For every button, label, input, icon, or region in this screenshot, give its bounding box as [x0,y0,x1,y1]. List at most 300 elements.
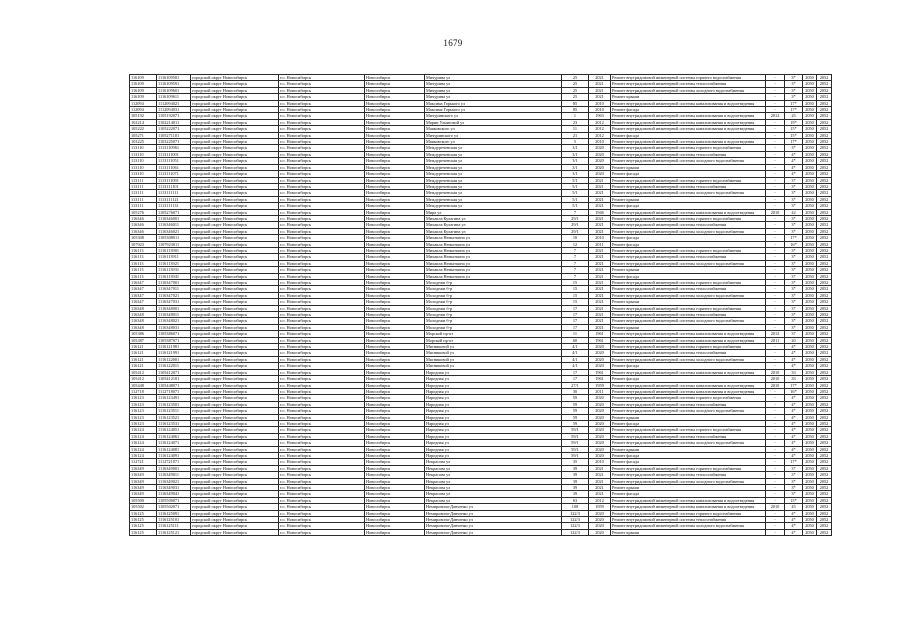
prev-repair-cell: - [766,427,785,433]
year-cell: 2021 [589,177,611,183]
city-cell: г.о. Новосибирск [279,132,365,138]
period-start-cell: 2050 [803,280,817,286]
period-end-cell: 2052 [817,472,832,478]
house-id-cell: 113110 [130,158,157,164]
amount-cell: 4* [785,401,803,407]
work-type-cell: Ремонт крыши [611,446,766,452]
prev-repair-cell: - [766,420,785,426]
district-cell: городской округ Новосибирск [191,459,279,465]
house-number-cell: 7 [562,209,589,215]
street-cell: Народная ул [425,369,562,375]
amount-cell: 3* [785,491,803,497]
house-id-cell: 105500 [130,497,157,503]
period-end-cell: 2052 [817,529,832,535]
city-cell: г.о. Новосибирск [279,158,365,164]
work-type-cell: Ремонт фасада [611,241,766,247]
work-code-cell: 1103225071 [157,139,191,145]
city-cell: г.о. Новосибирск [279,472,365,478]
period-end-cell: 2052 [817,504,832,510]
year-cell: 2020 [589,408,611,414]
city-cell: г.о. Новосибирск [279,312,365,318]
period-start-cell: 2050 [803,485,817,491]
period-end-cell: 2052 [817,209,832,215]
work-type-cell: Ремонт крыши [611,299,766,305]
settlement-cell: Новосибирск [365,228,425,234]
work-type-cell: Ремонт крыши [611,414,766,420]
house-number-cell: 3/1 [562,158,589,164]
year-cell: 1959 [589,504,611,510]
amount-cell: 3* [785,312,803,318]
work-type-cell: Ремонт внутридомовой инженерной системы канализования и водоотведения [611,139,766,145]
period-start-cell: 2050 [803,164,817,170]
house-id-cell: 116124 [130,440,157,446]
house-number-cell: 21 [562,132,589,138]
work-code-cell: 1116346001 [157,215,191,221]
house-number-cell: 5/1 [562,196,589,202]
prev-repair-cell: - [766,318,785,324]
district-cell: городской округ Новосибирск [191,132,279,138]
prev-repair-cell: - [766,273,785,279]
district-cell: городской округ Новосибирск [191,215,279,221]
work-code-cell: 1105222071 [157,126,191,132]
district-cell: городской округ Новосибирск [191,151,279,157]
street-cell: Маяковского ул [425,126,562,132]
amount-cell: 15* [785,126,803,132]
district-cell: городской округ Новосибирск [191,510,279,516]
period-start-cell: 2050 [803,196,817,202]
settlement-cell: Новосибирск [365,344,425,350]
period-end-cell: 2052 [817,427,832,433]
period-start-cell: 2050 [803,318,817,324]
city-cell: г.о. Новосибирск [279,388,365,394]
year-cell: 2020 [589,420,611,426]
settlement-cell: Новосибирск [365,414,425,420]
house-number-cell: 12 [562,241,589,247]
settlement-cell: Новосибирск [365,427,425,433]
prev-repair-cell: - [766,158,785,164]
district-cell: городской округ Новосибирск [191,177,279,183]
year-cell: 2020 [589,151,611,157]
work-code-cell: 1116109601 [157,87,191,93]
settlement-cell: Новосибирск [365,119,425,125]
work-type-cell: Ремонт крыши [611,267,766,273]
district-cell: городской округ Новосибирск [191,356,279,362]
city-cell: г.о. Новосибирск [279,203,365,209]
period-start-cell: 2050 [803,324,817,330]
period-start-cell: 2050 [803,113,817,119]
work-type-cell: Ремонт фасада [611,235,766,241]
house-number-cell: 59 [562,414,589,420]
amount-cell: 17* [785,382,803,388]
house-id-cell: 116123 [130,395,157,401]
house-number-cell: 17 [562,318,589,324]
city-cell: г.о. Новосибирск [279,177,365,183]
house-number-cell: 122/3 [562,529,589,535]
period-start-cell: 2050 [803,446,817,452]
period-start-cell: 2050 [803,491,817,497]
house-id-cell: 116348 [130,305,157,311]
amount-cell: 4* [785,446,803,452]
prev-repair-cell: - [766,305,785,311]
amount-cell: 3* [785,286,803,292]
house-number-cell: 4/1 [562,344,589,350]
house-id-cell: 116349 [130,478,157,484]
amount-cell: 3* [785,81,803,87]
street-cell: Михаила Немыткина ул [425,254,562,260]
year-cell: 2021 [589,465,611,471]
street-cell: Некрасова ул [425,465,562,471]
house-id-cell: 113110 [130,164,157,170]
prev-repair-cell: 2010 [766,209,785,215]
work-type-cell: Ремонт внутридомовой инженерной системы горячего водоснабжения [611,427,766,433]
prev-repair-cell: - [766,452,785,458]
city-cell: г.о. Новосибирск [279,235,365,241]
period-start-cell: 2050 [803,228,817,234]
work-code-cell: 1113110961 [157,145,191,151]
house-number-cell: 17 [562,376,589,382]
district-cell: городской округ Новосибирск [191,139,279,145]
street-cell: Михаила Немыткина ул [425,235,562,241]
prev-repair-cell: - [766,292,785,298]
period-end-cell: 2052 [817,113,832,119]
city-cell: г.о. Новосибирск [279,139,365,145]
district-cell: городской округ Новосибирск [191,478,279,484]
city-cell: г.о. Новосибирск [279,190,365,196]
period-end-cell: 2052 [817,75,832,81]
prev-repair-cell: - [766,203,785,209]
house-number-cell: 7 [562,247,589,253]
year-cell: 2020 [589,158,611,164]
prev-repair-cell: - [766,510,785,516]
period-start-cell: 2050 [803,151,817,157]
city-cell: г.о. Новосибирск [279,81,365,87]
period-end-cell: 2052 [817,324,832,330]
year-cell: 2021 [589,203,611,209]
settlement-cell: Новосибирск [365,158,425,164]
district-cell: городской округ Новосибирск [191,337,279,343]
period-start-cell: 2050 [803,395,817,401]
amount-cell: 3* [785,472,803,478]
city-cell: г.о. Новосибирск [279,485,365,491]
street-cell: Мясниковой ул [425,363,562,369]
street-cell: Народная ул [425,427,562,433]
house-id-cell: 116348 [130,318,157,324]
district-cell: городской округ Новосибирск [191,350,279,356]
period-start-cell: 2050 [803,408,817,414]
district-cell: городской округ Новосибирск [191,324,279,330]
work-code-cell: 1116113941 [157,273,191,279]
work-code-cell: 1116348001 [157,305,191,311]
period-end-cell: 2052 [817,465,832,471]
period-end-cell: 2052 [817,376,832,382]
amount-cell: 4* [785,420,803,426]
work-code-cell: 1116349021 [157,478,191,484]
settlement-cell: Новосибирск [365,254,425,260]
district-cell: городской округ Новосибирск [191,75,279,81]
street-cell: Народная ул [425,446,562,452]
period-start-cell: 2050 [803,312,817,318]
house-number-cell: 108 [562,504,589,510]
work-code-cell: 1116113931 [157,267,191,273]
street-cell: Мичуринского ул [425,113,562,119]
settlement-cell: Новосибирск [365,81,425,87]
period-end-cell: 2052 [817,151,832,157]
house-number-cell: 1 [562,113,589,119]
year-cell: 2021 [589,280,611,286]
work-code-cell: 1116347001 [157,280,191,286]
year-cell: 2021 [589,81,611,87]
work-type-cell: Ремонт крыши [611,324,766,330]
period-start-cell: 2050 [803,369,817,375]
house-id-cell: 113111 [130,177,157,183]
street-cell: Немировича-Данченко ул [425,504,562,510]
prev-repair-cell: - [766,260,785,266]
house-id-cell: 105271 [130,132,157,138]
prev-repair-cell: - [766,119,785,125]
work-code-cell: 1116121991 [157,350,191,356]
year-cell: 2020 [589,356,611,362]
city-cell: г.о. Новосибирск [279,331,365,337]
year-cell: 2020 [589,350,611,356]
house-number-cell: 27/1 [562,382,589,388]
prev-repair-cell: - [766,81,785,87]
period-start-cell: 2050 [803,241,817,247]
amount-cell: 3* [785,196,803,202]
prev-repair-cell: - [766,529,785,535]
city-cell: г.о. Новосибирск [279,241,365,247]
period-end-cell: 2052 [817,485,832,491]
amount-cell: 4* [785,427,803,433]
amount-cell: 16* [785,388,803,394]
district-cell: городской округ Новосибирск [191,433,279,439]
work-type-cell: Ремонт внутридомовой инженерной системы холодного водоснабжения [611,190,766,196]
amount-cell: 17* [785,235,803,241]
amount-cell: 37 [785,331,803,337]
prev-repair-cell: - [766,222,785,228]
work-code-cell: 1113111101 [157,183,191,189]
period-end-cell: 2052 [817,171,832,177]
work-type-cell: Ремонт внутридомовой инженерной системы канализования и водоотведения [611,504,766,510]
city-cell: г.о. Новосибирск [279,305,365,311]
year-cell: 2020 [589,414,611,420]
settlement-cell: Новосибирск [365,485,425,491]
street-cell: Мясниковой ул [425,344,562,350]
house-id-cell: 116349 [130,472,157,478]
settlement-cell: Новосибирск [365,504,425,510]
street-cell: Михаила Кулагина ул [425,215,562,221]
prev-repair-cell: - [766,414,785,420]
work-type-cell: Ремонт внутридомовой инженерной системы канализования и водоотведения [611,388,766,394]
house-number-cell: 10 [562,235,589,241]
city-cell: г.о. Новосибирск [279,408,365,414]
year-cell: 2021 [589,472,611,478]
settlement-cell: Новосибирск [365,247,425,253]
work-code-cell: 1116125111 [157,523,191,529]
period-start-cell: 2050 [803,260,817,266]
work-type-cell: Ремонт внутридомовой инженерной системы горячего водоснабжения [611,305,766,311]
street-cell: Молодежи б-р [425,292,562,298]
street-cell: Молодежи б-р [425,280,562,286]
amount-cell: 17* [785,100,803,106]
district-cell: городской округ Новосибирск [191,363,279,369]
period-end-cell: 2052 [817,203,832,209]
work-code-cell: 1112094031 [157,107,191,113]
house-number-cell: 59 [562,408,589,414]
period-end-cell: 2052 [817,510,832,516]
work-code-cell: 1105308011 [157,235,191,241]
amount-cell: 20 [785,337,803,343]
house-id-cell: 116346 [130,215,157,221]
period-end-cell: 2052 [817,286,832,292]
city-cell: г.о. Новосибирск [279,504,365,510]
house-id-cell: 116124 [130,427,157,433]
city-cell: г.о. Новосибирск [279,395,365,401]
work-type-cell: Ремонт фасада [611,491,766,497]
street-cell: Народная ул [425,388,562,394]
house-id-cell: 105412 [130,369,157,375]
year-cell: 1961 [589,369,611,375]
year-cell: 2020 [589,452,611,458]
year-cell: 2010 [589,100,611,106]
settlement-cell: Новосибирск [365,472,425,478]
work-code-cell: 1116113911 [157,254,191,260]
house-number-cell: 17 [562,369,589,375]
amount-cell: 3* [785,299,803,305]
street-cell: Максима Горького ул [425,107,562,113]
district-cell: городской округ Новосибирск [191,190,279,196]
settlement-cell: Новосибирск [365,209,425,215]
period-start-cell: 2050 [803,478,817,484]
work-code-cell: 1116113901 [157,247,191,253]
city-cell: г.о. Новосибирск [279,465,365,471]
amount-cell: 25 [785,113,803,119]
work-type-cell: Ремонт внутридомовой инженерной системы холодного водоснабжения [611,158,766,164]
district-cell: городской округ Новосибирск [191,485,279,491]
house-id-cell: 105192 [130,113,157,119]
amount-cell: 4* [785,523,803,529]
house-number-cell: 5 [562,139,589,145]
period-start-cell: 2050 [803,267,817,273]
year-cell: 2021 [589,260,611,266]
prev-repair-cell: 2012 [766,331,785,337]
period-end-cell: 2052 [817,247,832,253]
street-cell: Междуреченская ул [425,190,562,196]
period-end-cell: 2052 [817,350,832,356]
work-code-cell: 1116109611 [157,94,191,100]
work-code-cell: 1116123531 [157,420,191,426]
year-cell: 2021 [589,190,611,196]
work-type-cell: Ремонт внутридомовой инженерной системы теплоснабжения [611,222,766,228]
house-id-cell: 116113 [130,247,157,253]
house-id-cell: 116109 [130,94,157,100]
house-id-cell: 113111 [130,183,157,189]
street-cell: Немировича-Данченко ул [425,510,562,516]
period-end-cell: 2052 [817,267,832,273]
work-code-cell: 1116346011 [157,222,191,228]
year-cell: 2020 [589,395,611,401]
city-cell: г.о. Новосибирск [279,510,365,516]
work-type-cell: Ремонт внутридомовой инженерной системы горячего водоснабжения [611,344,766,350]
city-cell: г.о. Новосибирск [279,171,365,177]
prev-repair-cell: - [766,190,785,196]
house-id-cell: 116123 [130,401,157,407]
prev-repair-cell: 2010 [766,504,785,510]
period-end-cell: 2052 [817,100,832,106]
period-start-cell: 2050 [803,203,817,209]
work-code-cell: 1116348011 [157,312,191,318]
city-cell: г.о. Новосибирск [279,382,365,388]
period-start-cell: 2050 [803,517,817,523]
period-end-cell: 2052 [817,107,832,113]
prev-repair-cell: - [766,183,785,189]
city-cell: г.о. Новосибирск [279,280,365,286]
house-number-cell: 85 [562,100,589,106]
house-id-cell: 102214 [130,119,157,125]
street-cell: Молодежи б-р [425,299,562,305]
period-end-cell: 2052 [817,119,832,125]
work-code-cell: 1116109591 [157,81,191,87]
house-number-cell: 59 [562,395,589,401]
district-cell: городской округ Новосибирск [191,388,279,394]
work-type-cell: Ремонт внутридомовой инженерной системы канализования и водоотведения [611,126,766,132]
amount-cell: 3* [785,203,803,209]
year-cell: 2020 [589,517,611,523]
period-end-cell: 2052 [817,87,832,93]
city-cell: г.о. Новосибирск [279,209,365,215]
settlement-cell: Новосибирск [365,478,425,484]
street-cell: Молодежи б-р [425,324,562,330]
house-number-cell: 59 [562,401,589,407]
prev-repair-cell: - [766,100,785,106]
work-type-cell: Ремонт фасада [611,452,766,458]
street-cell: Народная ул [425,440,562,446]
city-cell: г.о. Новосибирск [279,145,365,151]
period-start-cell: 2050 [803,100,817,106]
work-code-cell: 1116123501 [157,401,191,407]
work-type-cell: Ремонт фасада [611,363,766,369]
work-type-cell: Ремонт внутридомовой инженерной системы холодного водоснабжения [611,260,766,266]
city-cell: г.о. Новосибирск [279,87,365,93]
work-code-cell: 1105412101 [157,376,191,382]
period-start-cell: 2050 [803,452,817,458]
period-end-cell: 2052 [817,132,832,138]
house-number-cell: 122/3 [562,523,589,529]
work-code-cell: 1116123511 [157,408,191,414]
amount-cell: 3* [785,145,803,151]
prev-repair-cell: - [766,94,785,100]
prev-repair-cell: - [766,459,785,465]
district-cell: городской округ Новосибирск [191,427,279,433]
street-cell: Междуреченская ул [425,145,562,151]
work-code-cell: 1116123491 [157,395,191,401]
work-type-cell: Ремонт крыши [611,94,766,100]
street-cell: Междуреченская ул [425,151,562,157]
period-start-cell: 2050 [803,158,817,164]
prev-repair-cell: - [766,235,785,241]
settlement-cell: Новосибирск [365,363,425,369]
house-id-cell: 116125 [130,510,157,516]
city-cell: г.о. Новосибирск [279,440,365,446]
prev-repair-cell: - [766,491,785,497]
prev-repair-cell: 2010 [766,369,785,375]
amount-cell: 3* [785,228,803,234]
city-cell: г.о. Новосибирск [279,164,365,170]
repair-schedule-table [129,74,832,536]
amount-cell: 4* [785,529,803,535]
house-id-cell: 116346 [130,228,157,234]
work-type-cell: Ремонт внутридомовой инженерной системы горячего водоснабжения [611,465,766,471]
city-cell: г.о. Новосибирск [279,433,365,439]
